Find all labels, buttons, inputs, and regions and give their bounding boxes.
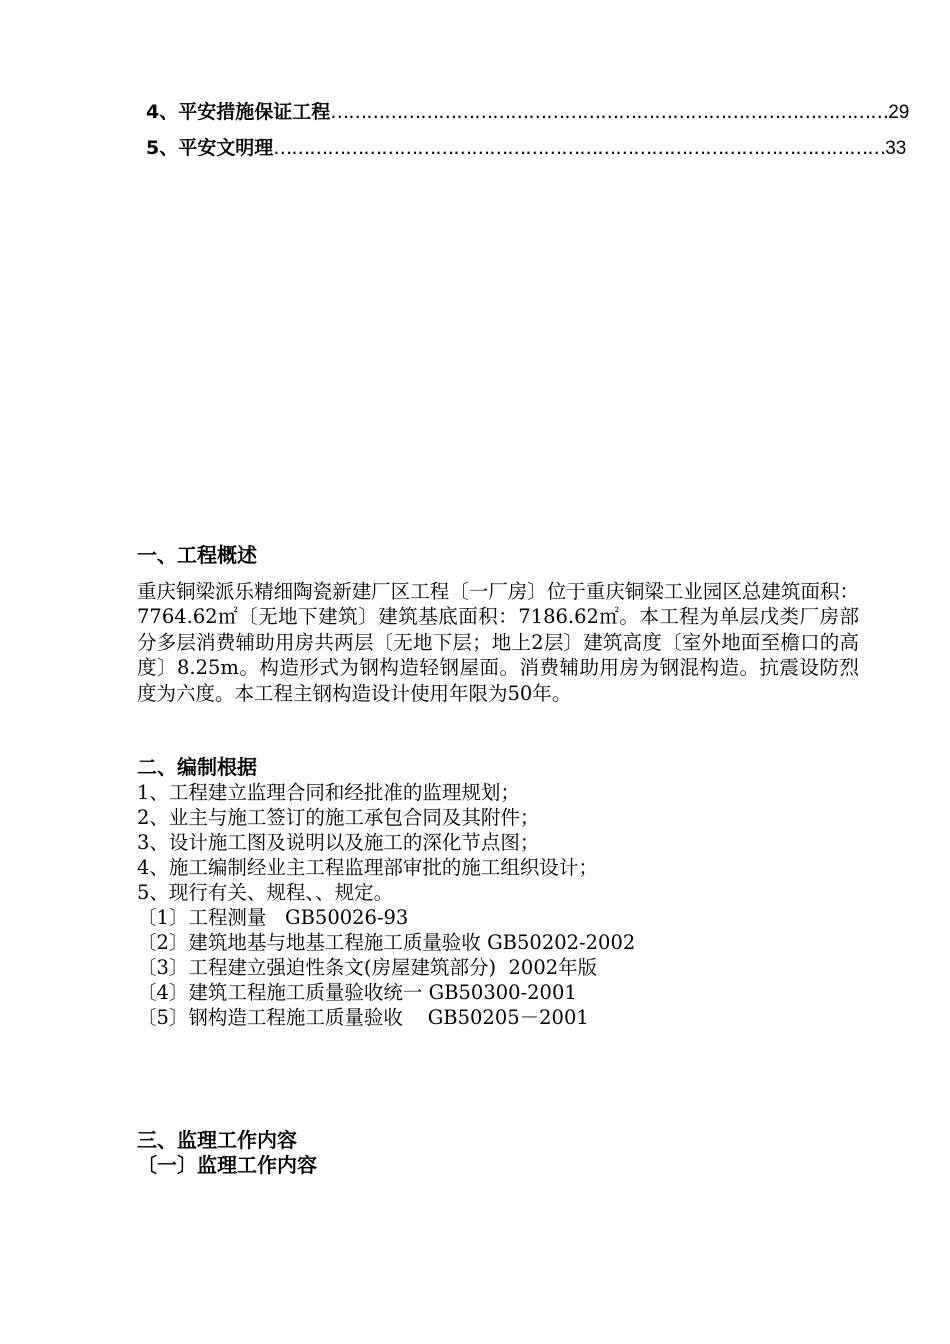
toc-page-number: 33	[885, 138, 907, 159]
basis-list	[137, 780, 635, 1030]
section-heading-supervision: 三、监理工作内容	[137, 1128, 297, 1152]
toc-page-number: 29	[888, 102, 910, 123]
list-item: 4、施工编制经业主工程监理部审批的施工组织设计；	[137, 856, 598, 879]
toc-entry-label: 4、平安措施保证工程	[146, 101, 331, 123]
toc-entry-5[interactable]	[146, 135, 907, 162]
list-item: 〔3〕工程建立强迫性条文(房屋建筑部分) 2002年版	[137, 956, 598, 979]
toc-leader-dots: …………………………………………………………………………………………	[273, 137, 886, 159]
toc-entry-4[interactable]	[146, 99, 910, 126]
list-item: 〔1〕工程测量 GB50026-93	[137, 906, 409, 929]
list-item: 1、工程建立监理合同和经批准的监理规划；	[137, 781, 520, 804]
list-item: 5、现行有关、规程、、规定。	[137, 881, 394, 904]
section-heading-overview: 一、工程概述	[137, 543, 257, 567]
list-item: 〔2〕建筑地基与地基工程施工质量验收 GB50202-2002	[137, 931, 636, 954]
section-heading-basis: 二、编制根据	[137, 755, 257, 779]
list-item: 3、设计施工图及说明以及施工的深化节点图；	[137, 831, 540, 854]
list-item: 〔4〕建筑工程施工质量验收统一 GB50300-2001	[137, 981, 577, 1004]
subsection-heading-supervision-content: 〔一〕监理工作内容	[137, 1153, 317, 1177]
list-item: 〔5〕钢构造工程施工质量验收 GB50205－2001	[137, 1006, 589, 1029]
list-item: 2、业主与施工签订的施工承包合同及其附件；	[137, 806, 540, 829]
toc-leader-dots: …………………………………………………………………………………	[330, 101, 889, 123]
overview-paragraph: 重庆铜梁派乐精细陶瓷新建厂区工程〔一厂房〕位于重庆铜梁工业园区总建筑面积：7764.62㎡〔无地下建筑〕建筑基底面积：7186.62㎡。本工程为单层戊类厂房部分多层消费辅助用房共两层〔无地下层；地上2层〕建筑高度〔室外地面至檐口的高度〕8.25m。构造形式为钢构造轻钢屋面。消费辅助用房为钢混构造。抗震设防烈度为六度。本工程主钢构造设计使用年限为50年。	[137, 580, 859, 705]
toc-entry-label: 5、平安文明理	[146, 137, 274, 159]
